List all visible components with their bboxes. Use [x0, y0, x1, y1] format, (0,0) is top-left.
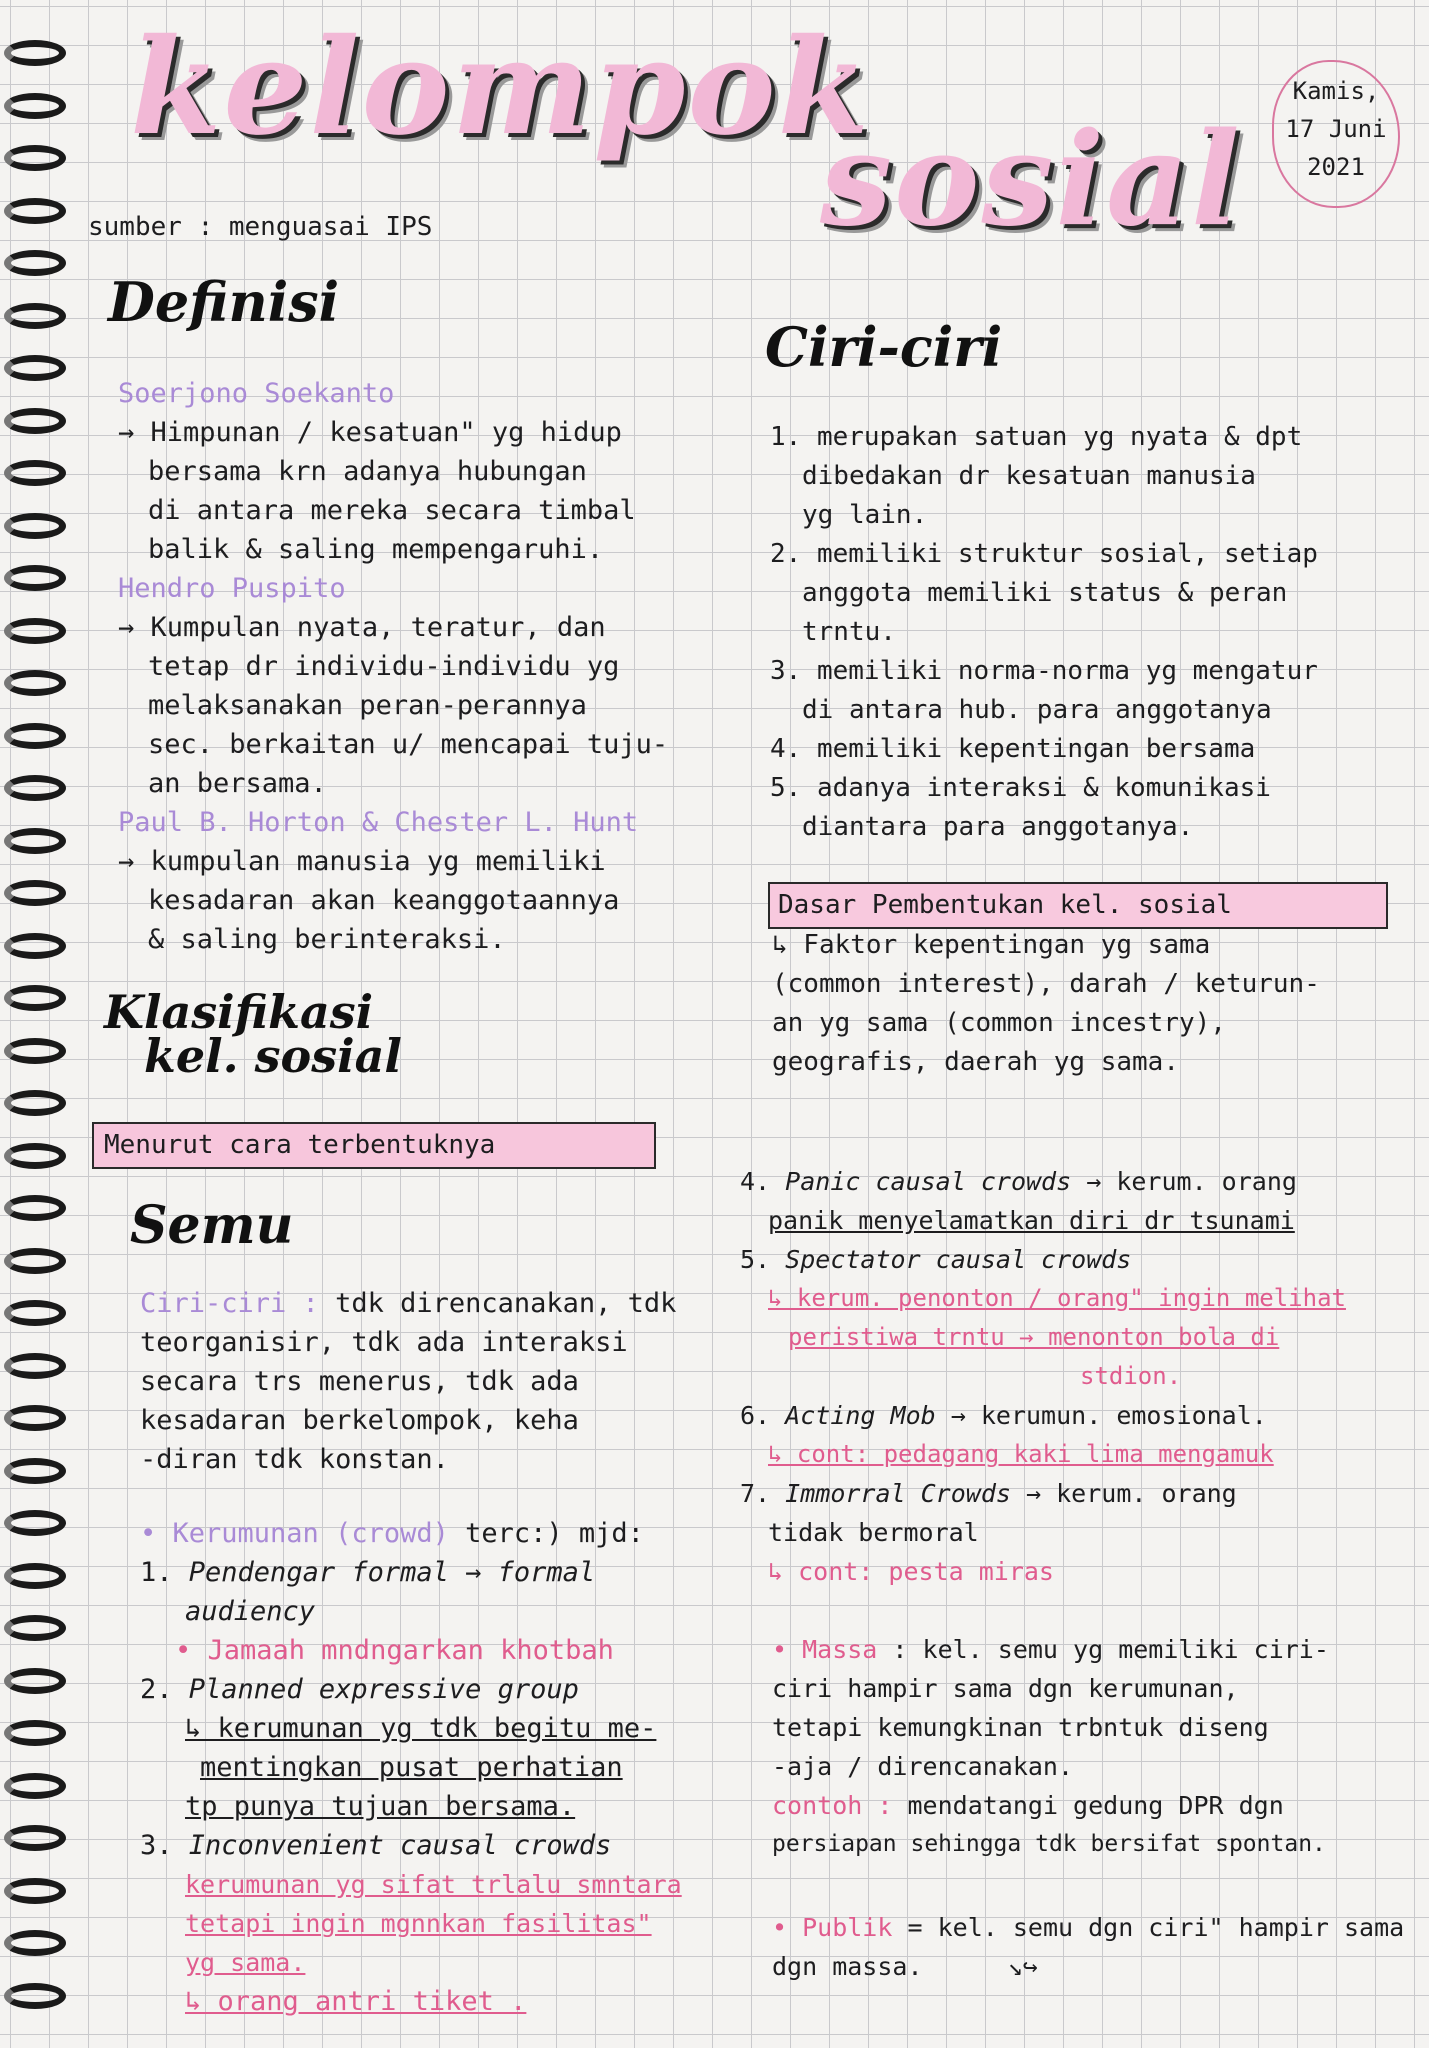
ciri-1-num: 1.: [770, 422, 802, 452]
publik-text-1: dgn massa.: [772, 1952, 923, 1981]
spiral-ring: [4, 670, 66, 696]
crowd-6-num: 6.: [740, 1401, 771, 1430]
definisi-text-2c: melaksanakan peran-perannya: [148, 690, 587, 721]
publik-text-0: = kel. semu dgn ciri" hampir sama: [907, 1913, 1405, 1942]
date-year: 2021: [1307, 153, 1365, 181]
definisi-section: [118, 374, 758, 959]
dasar-text-1: (common interest), darah / keturun-: [772, 969, 1320, 999]
spiral-ring: [4, 1038, 66, 1064]
crowd-4-title: Panic causal crowds: [785, 1167, 1072, 1196]
crowd-3-desc-1: tetapi ingin mgnnkan fasilitas": [185, 1909, 652, 1938]
dasar-text-0: ↳ Faktor kepentingan yg sama: [772, 930, 1211, 960]
semu-ciri-text-3: kesadaran berkelompok, keha: [140, 1405, 579, 1436]
spiral-ring: [4, 303, 66, 329]
page-title-line2: sosial: [820, 105, 1242, 255]
definisi-text-3b: kesadaran akan keanggotaannya: [148, 885, 620, 916]
continue-arrow-icon: ↘↪: [1007, 1952, 1038, 1981]
spiral-ring: [4, 1405, 66, 1431]
crowd-3-sub: ↳ orang antri tiket .: [185, 1986, 527, 2017]
spiral-ring: [4, 1825, 66, 1851]
spiral-ring: [4, 1668, 66, 1694]
crowd-1-num: 1.: [140, 1557, 173, 1588]
kerumunan-label: • Kerumunan (crowd): [140, 1518, 449, 1549]
ciri-1-text-1: dibedakan dr kesatuan manusia: [802, 461, 1256, 491]
ciri-2-text-0: memiliki struktur sosial, setiap: [816, 539, 1318, 569]
ciri-2-text-2: trntu.: [802, 617, 896, 647]
massa-contoh-label: contoh :: [772, 1791, 893, 1820]
definisi-author-3: Paul B. Horton & Chester L. Hunt: [118, 807, 639, 838]
spiral-ring: [4, 565, 66, 591]
spiral-ring: [4, 408, 66, 434]
spiral-ring: [4, 828, 66, 854]
spiral-ring: [4, 1615, 66, 1641]
ciri-2-num: 2.: [770, 539, 802, 569]
spiral-ring: [4, 1143, 66, 1169]
massa-text-1: ciri hampir sama dgn kerumunan,: [772, 1674, 1239, 1703]
crowd-3-title: Inconvenient causal crowds: [188, 1830, 612, 1861]
ciri-3-text-1: di antara hub. para anggotanya: [802, 695, 1272, 725]
crowd-2-desc-2: tp punya tujuan bersama.: [185, 1791, 576, 1822]
spiral-ring: [4, 1773, 66, 1799]
definisi-text-2a: → Kumpulan nyata, teratur, dan: [118, 612, 606, 643]
crowd-1-sub: • Jamaah mndngarkan khotbah: [175, 1635, 614, 1666]
massa-contoh-text-1: persiapan sehingga tdk bersifat spontan.: [772, 1831, 1326, 1857]
definisi-heading: Definisi: [108, 270, 340, 334]
spiral-ring: [4, 460, 66, 486]
crowd-4-line2: panik menyelamatkan diri dr tsunami: [768, 1206, 1295, 1235]
definisi-text-1d: balik & saling mempengaruhi.: [148, 534, 604, 565]
crowd-2-num: 2.: [140, 1674, 173, 1705]
ciri-5-text-1: diantara para anggotanya.: [802, 812, 1194, 842]
semu-ciri-label: Ciri-ciri :: [140, 1288, 319, 1319]
dasar-text-3: geografis, daerah yg sama.: [772, 1047, 1179, 1077]
spiral-ring: [4, 198, 66, 224]
definisi-text-2b: tetap dr individu-individu yg: [148, 651, 620, 682]
crowd-3-num: 3.: [140, 1830, 173, 1861]
spiral-ring: [4, 145, 66, 171]
crowd-1-title2: audiency: [185, 1596, 316, 1627]
semu-section: [140, 1284, 760, 2021]
ciri-list: [770, 418, 1410, 847]
massa-text-0: : kel. semu yg memiliki ciri-: [892, 1635, 1329, 1664]
dasar-section: [772, 926, 1412, 1082]
spiral-ring: [4, 1195, 66, 1221]
ciri-4-text-0: memiliki kepentingan bersama: [816, 734, 1256, 764]
dasar-text-2: an yg sama (common incestry),: [772, 1008, 1226, 1038]
crowd-2-desc-1: mentingkan pusat perhatian: [200, 1752, 623, 1783]
crowd-3-desc-0: kerumunan yg sifat trlalu smntara: [185, 1870, 682, 1899]
semu-ciri-text-4: -diran tdk konstan.: [140, 1444, 449, 1475]
source-note: sumber : menguasai IPS: [88, 212, 433, 242]
spiral-ring: [4, 513, 66, 539]
crowd-2-desc-0: ↳ kerumunan yg tdk begitu me-: [185, 1713, 657, 1744]
spiral-ring: [4, 618, 66, 644]
crowd-7-title: Immorral Crowds: [785, 1479, 1011, 1508]
ciri-3-text-0: memiliki norma-norma yg mengatur: [816, 656, 1318, 686]
semu-heading: Semu: [130, 1195, 294, 1256]
crowds-right-section: [740, 1162, 1400, 1591]
spiral-ring: [4, 40, 66, 66]
spiral-ring: [4, 880, 66, 906]
definisi-text-2d: sec. berkaitan u/ mencapai tuju-: [148, 729, 669, 760]
spiral-ring: [4, 933, 66, 959]
ciri-2-text-1: anggota memiliki status & peran: [802, 578, 1288, 608]
kerumunan-rest: terc:) mjd:: [465, 1518, 644, 1549]
massa-text-3: -aja / direncanakan.: [772, 1752, 1074, 1781]
ciri-3-num: 3.: [770, 656, 802, 686]
ciri-4-num: 4.: [770, 734, 802, 764]
spiral-binding: [0, 0, 72, 2048]
crowd-7-rest: → kerum. orang: [1026, 1479, 1237, 1508]
spiral-ring: [4, 1563, 66, 1589]
publik-label: • Publik: [772, 1913, 893, 1942]
spiral-ring: [4, 1510, 66, 1536]
definisi-text-3a: → kumpulan manusia yg memiliki: [118, 846, 606, 877]
crowd-2-title: Planned expressive group: [188, 1674, 579, 1705]
definisi-author-2: Hendro Puspito: [118, 573, 346, 604]
massa-label: • Massa: [772, 1635, 878, 1664]
spiral-ring: [4, 1248, 66, 1274]
crowd-5-title: Spectator causal crowds: [785, 1245, 1132, 1274]
ciri-1-text-2: yg lain.: [802, 500, 928, 530]
spiral-ring: [4, 355, 66, 381]
spiral-ring: [4, 775, 66, 801]
crowd-5-sub-0: ↳ kerum. penonton / orang" ingin melihat: [768, 1284, 1346, 1312]
klasifikasi-heading-line2: kel. sosial: [144, 1029, 402, 1083]
publik-section: [772, 1908, 1412, 1986]
ciri-1-text-0: merupakan satuan yg nyata & dpt: [816, 422, 1303, 452]
semu-ciri-text-0: tdk direncanakan, tdk: [335, 1288, 677, 1319]
date-date: 17 Juni: [1285, 115, 1387, 143]
dasar-heading: Dasar Pembentukan kel. sosial: [768, 882, 1388, 929]
date-bubble: [1272, 60, 1400, 208]
definisi-text-1a: → Himpunan / kesatuan" yg hidup: [118, 417, 622, 448]
massa-contoh-text-0: mendatangi gedung DPR dgn: [907, 1791, 1284, 1820]
page-title-line1: kelompok: [130, 10, 872, 165]
crowd-6-sub-0: ↳ cont: pedagang kaki lima mengamuk: [768, 1440, 1274, 1468]
semu-ciri-text-2: secara trs menerus, tdk ada: [140, 1366, 579, 1397]
spiral-ring: [4, 1458, 66, 1484]
definisi-text-1c: di antara mereka secara timbal: [148, 495, 636, 526]
spiral-ring: [4, 1878, 66, 1904]
spiral-ring: [4, 1300, 66, 1326]
klasifikasi-heading: [104, 985, 402, 1083]
ciri-5-num: 5.: [770, 773, 802, 803]
spiral-ring: [4, 1983, 66, 2009]
definisi-text-2e: an bersama.: [148, 768, 327, 799]
crowd-7-num: 7.: [740, 1479, 771, 1508]
crowd-4-rest: → kerum. orang: [1086, 1167, 1297, 1196]
crowd-1-title: Pendengar formal → formal: [188, 1557, 596, 1588]
crowd-7-line2: tidak bermoral: [768, 1518, 979, 1547]
crowd-4-num: 4.: [740, 1167, 771, 1196]
spiral-ring: [4, 93, 66, 119]
spiral-ring: [4, 1930, 66, 1956]
ciri-5-text-0: adanya interaksi & komunikasi: [816, 773, 1271, 803]
crowd-5-sub-2: stdion.: [1080, 1362, 1182, 1390]
crowd-5-sub-1: peristiwa trntu → menonton bola di: [788, 1323, 1280, 1351]
klasifikasi-subheading: Menurut cara terbentuknya: [92, 1122, 656, 1169]
massa-section: [772, 1630, 1412, 1864]
semu-ciri-text-1: teorganisir, tdk ada interaksi: [140, 1327, 628, 1358]
crowd-3-desc-2: yg sama.: [185, 1948, 306, 1977]
spiral-ring: [4, 985, 66, 1011]
spiral-ring: [4, 1353, 66, 1379]
massa-text-2: tetapi kemungkinan trbntuk diseng: [772, 1713, 1269, 1742]
ciri-heading: Ciri-ciri: [765, 315, 1003, 379]
crowd-5-num: 5.: [740, 1245, 771, 1274]
spiral-ring: [4, 723, 66, 749]
definisi-author-1: Soerjono Soekanto: [118, 378, 395, 409]
klasifikasi-heading-line1: Klasifikasi: [104, 985, 374, 1039]
definisi-text-1b: bersama krn adanya hubungan: [148, 456, 587, 487]
spiral-ring: [4, 1720, 66, 1746]
crowd-7-sub-0: ↳ cont: pesta miras: [768, 1557, 1054, 1586]
crowd-6-title: Acting Mob: [785, 1401, 936, 1430]
definisi-text-3c: & saling berinteraksi.: [148, 924, 506, 955]
spiral-ring: [4, 250, 66, 276]
crowd-6-rest: → kerumun. emosional.: [950, 1401, 1267, 1430]
spiral-ring: [4, 1090, 66, 1116]
date-day: Kamis,: [1292, 77, 1380, 105]
